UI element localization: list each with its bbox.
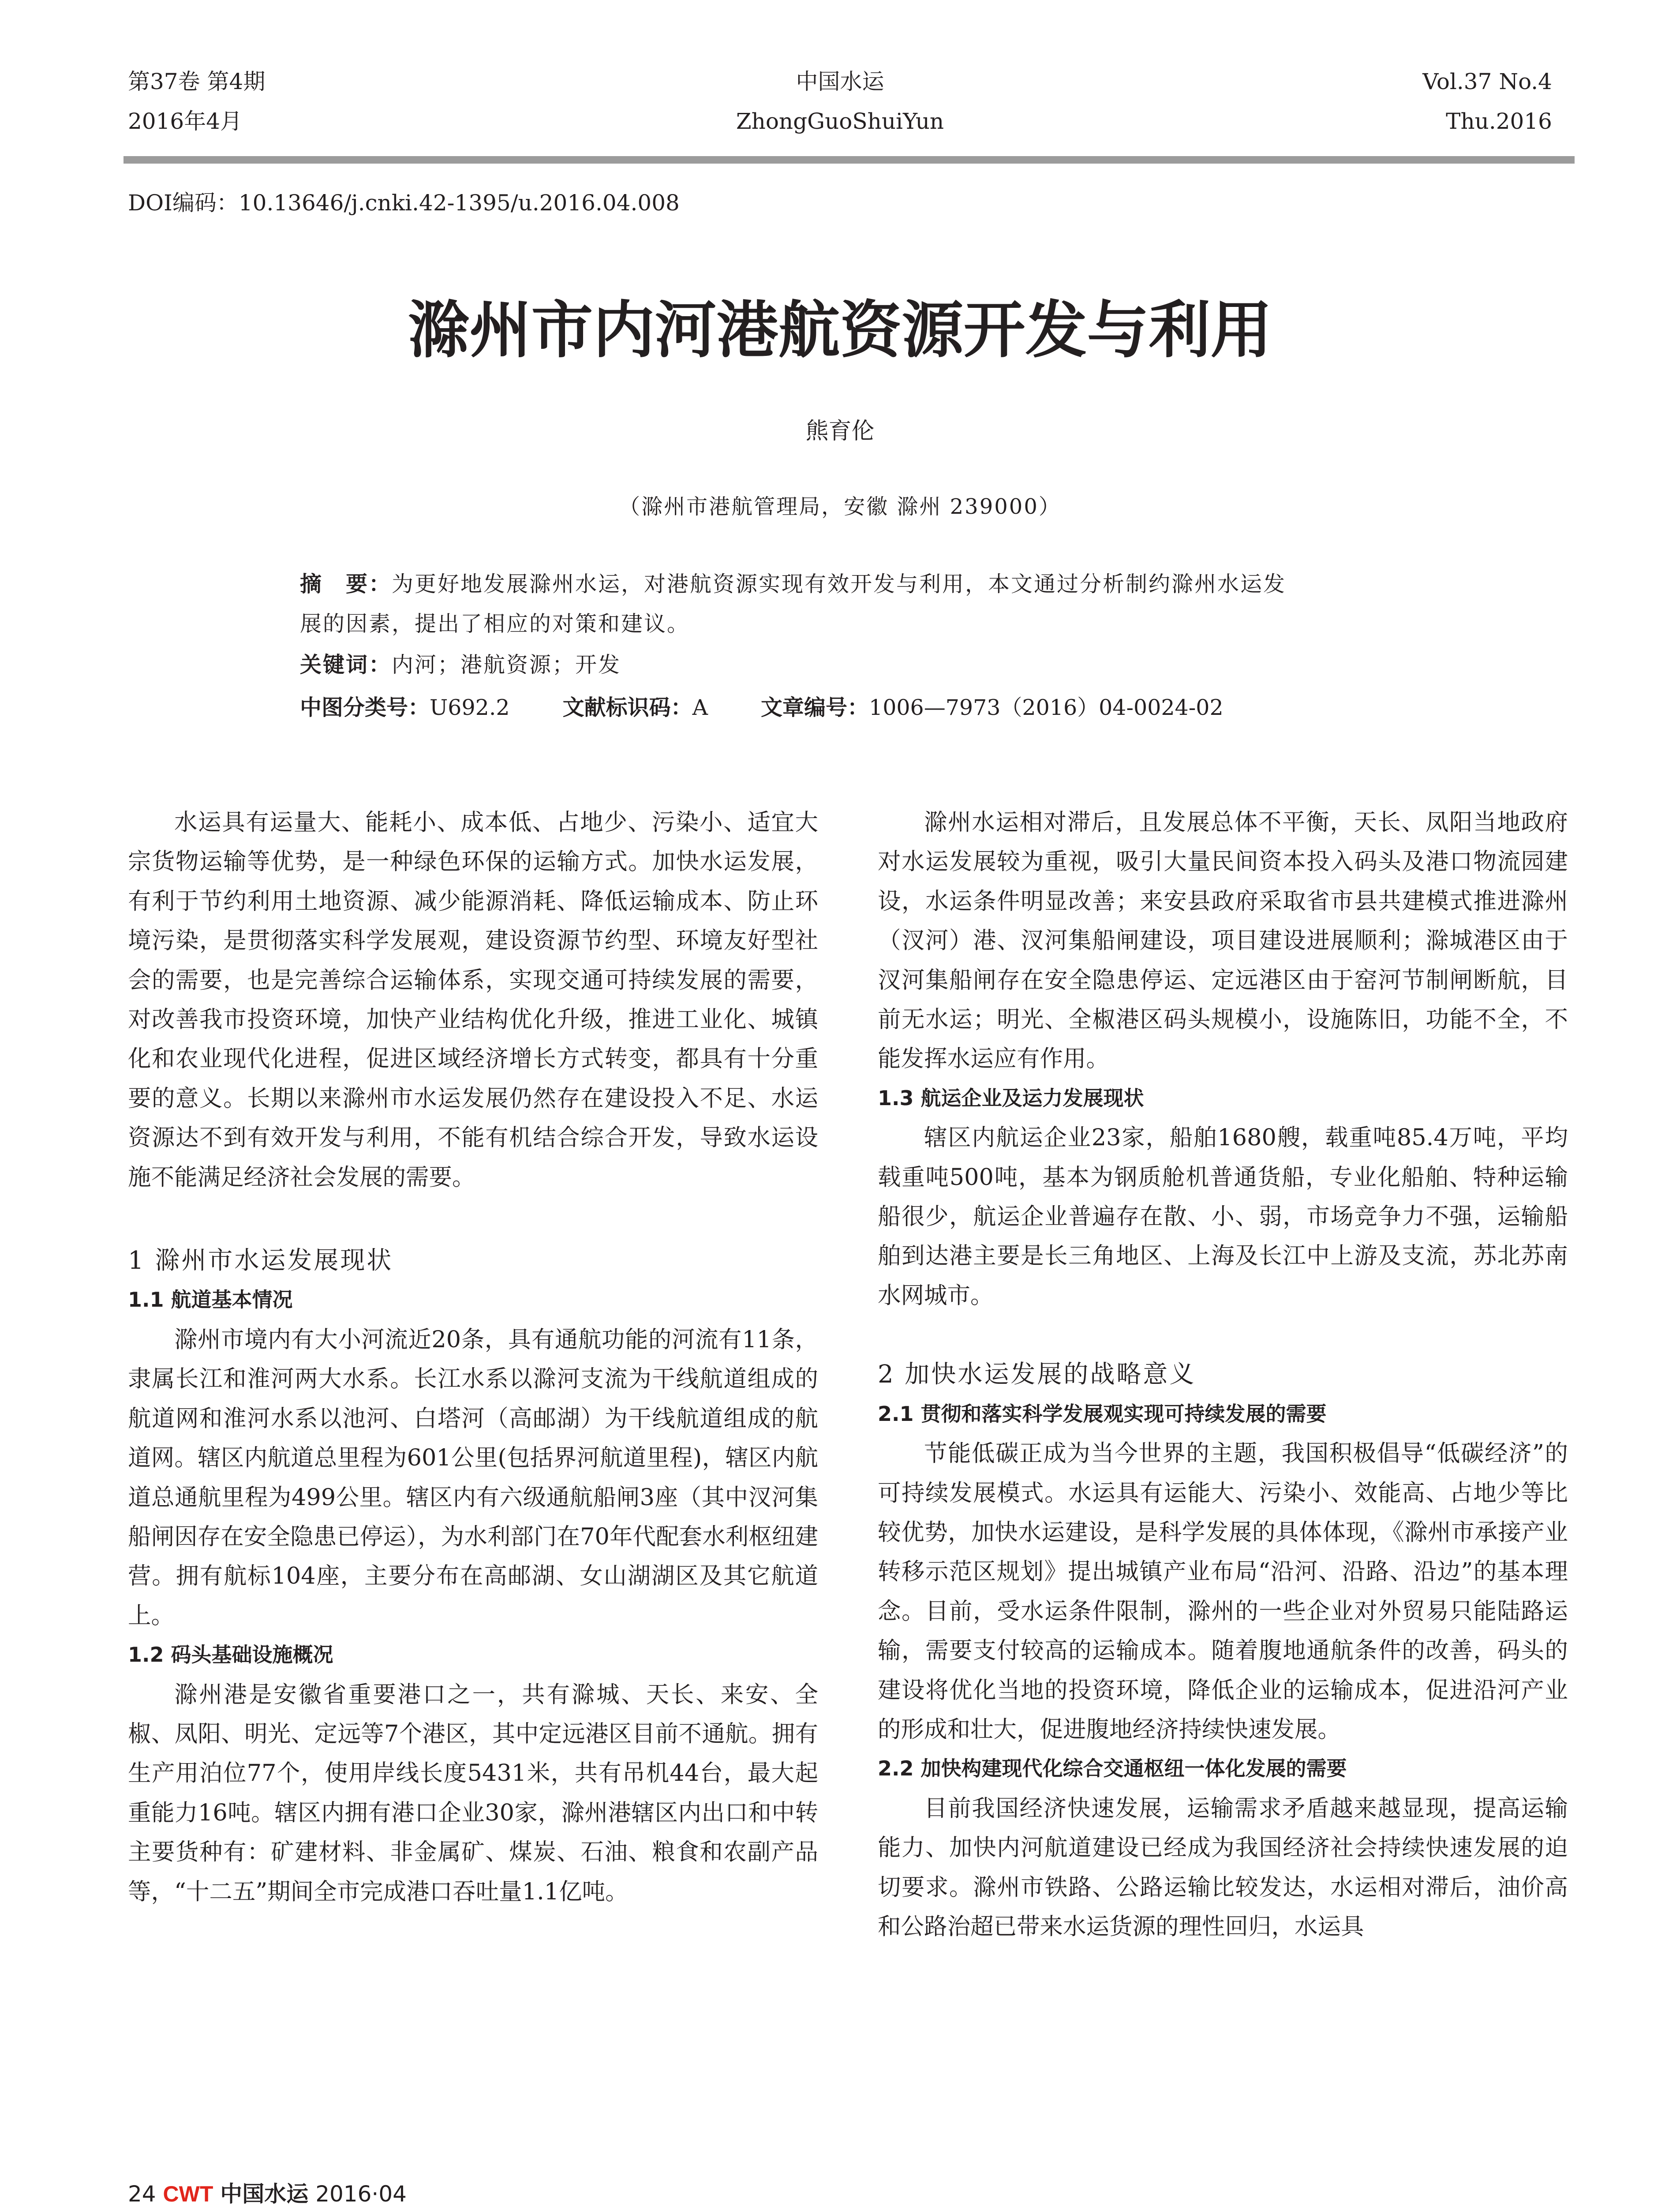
- author: 熊育伦: [805, 418, 875, 445]
- header-rule: [123, 156, 1575, 164]
- classification: [300, 690, 1224, 725]
- affiliation: （滁州市港航管理局，安徽 滁州 239000）: [619, 494, 1061, 519]
- doi: DOI编码：10.13646/j.cnki.42-1395/u.2016.04.008: [128, 190, 680, 216]
- page-footer: [128, 2176, 407, 2205]
- subsection-1-3-heading: 1.3 航运企业及运力发展现状: [878, 1086, 1144, 1110]
- subsection-1-2-heading: 1.2 码头基础设施概况: [128, 1643, 333, 1667]
- doc-code-label: 文献标识码：: [562, 695, 692, 720]
- body-column-right: [878, 803, 1568, 1946]
- header-volume: 第37卷 第4期: [128, 69, 266, 94]
- intro-paragraph: 水运具有运量大、能耗小、成本低、占地少、污染小、适宜大宗货物运输等优势，是一种绿色环保的运输方式。加快水运发展，有利于节约利用土地资源、减少能源消耗、降低运输成本、防止环境污染，是贯彻落实科学发展观，建设资源节约型、环境友好型社会的需要，也是完善综合运输体系，实现交通可持续发展的需要，对改善我市投资环境，加快产业结构优化升级，推进工业化、城镇化和农业现代化进程，促进区域经济增长方式转变，都具有十分重要的意义。长期以来滁州市水运发展仍然存在建设投入不足、水运资源达不到有效开发与利用，不能有机结合综合开发，导致水运设施不能满足经济社会发展的需要。: [128, 809, 818, 1191]
- keywords-label: 关键词：: [300, 652, 392, 677]
- abstract-line-1: [300, 567, 1286, 602]
- article-title: 滁州市内河港航资源开发与利用: [408, 295, 1272, 366]
- subsection-2-1-heading: 2.1 贯彻和落实科学发展观实现可持续发展的需要: [878, 1401, 1327, 1426]
- clc-value: U692.2: [430, 695, 510, 720]
- cwt-logo: CWT: [163, 2182, 213, 2205]
- doc-code-value: A: [692, 695, 708, 720]
- header-journal-cn: 中国水运: [796, 69, 884, 94]
- section-1-heading: 1 滁州市水运发展现状: [128, 1246, 393, 1275]
- article-no-label: 文章编号：: [761, 695, 869, 720]
- paragraph-1-2-continued: 滁州水运相对滞后，且发展总体不平衡，天长、凤阳当地政府对水运发展较为重视，吸引大量民间资本投入码头及港口物流园建设，水运条件明显改善；来安县政府采取省市县共建模式推进滁州（汊河）港、汊河集船闸建设，项目建设进展顺利；滁城港区由于汊河集船闸存在安全隐患停运、定远港区由于窑河节制闸断航，目前无水运；明光、全椒港区码头规模小，设施陈旧，功能不全，不能发挥水运应有作用。: [878, 809, 1568, 1073]
- clc-label: 中图分类号：: [300, 695, 430, 720]
- section-2-heading: 2 加快水运发展的战略意义: [878, 1360, 1196, 1389]
- article-no-value: 1006—7973（2016）04-0024-02: [869, 695, 1224, 720]
- footer-journal-name: 中国水运: [220, 2181, 309, 2205]
- body-column-left: [128, 803, 818, 1911]
- paragraph-2-1: 节能低碳正成为当今世界的主题，我国积极倡导“低碳经济”的可持续发展模式。水运具有运能大、污染小、效能高、占地少等比较优势，加快水运建设，是科学发展的具体体现，《滁州市承接产业转移示范区规划》提出城镇产业布局“沿河、沿路、沿边”的基本理念。目前，受水运条件限制，滁州的一些企业对外贸易只能陆路运输，需要支付较高的运输成本。随着腹地通航条件的改善，码头的建设将优化当地的投资环境，降低企业的运输成本，促进沿河产业的形成和壮大，促进腹地经济持续快速发展。: [878, 1440, 1568, 1743]
- abstract-line-2: 展的因素，提出了相应的对策和建议。: [300, 611, 690, 636]
- subsection-2-2-heading: 2.2 加快构建现代化综合交通枢纽一体化发展的需要: [878, 1757, 1347, 1781]
- header-vol-en: Vol.37 No.4: [1422, 69, 1552, 94]
- header-date-en: Thu.2016: [1446, 108, 1552, 134]
- keywords-text: 内河；港航资源；开发: [392, 652, 621, 677]
- paragraph-1-1: 滁州市境内有大小河流近20条，具有通航功能的河流有11条，隶属长江和淮河两大水系。长江水系以滁河支流为干线航道组成的航道网和淮河水系以池河、白塔河（高邮湖）为干线航道组成的航道网。辖区内航道总里程为601公里(包括界河航道里程)，辖区内航道总通航里程为499公里。辖区内有六级通航船闸3座（其中汊河集船闸因存在安全隐患已停运），为水利部门在70年代配套水利枢纽建营。拥有航标104座，主要分布在高邮湖、女山湖湖区及其它航道上。: [128, 1326, 818, 1629]
- header-right: [1422, 62, 1552, 141]
- page-number: 24: [128, 2181, 156, 2205]
- paragraph-2-2: 目前我国经济快速发展，运输需求矛盾越来越显现，提高运输能力、加快内河航道建设已经成为我国经济社会持续快速发展的迫切要求。滁州市铁路、公路运输比较发达，水运相对滞后，油价高和公路治超已带来水运货源的理性回归，水运具: [878, 1794, 1568, 1940]
- paragraph-1-2: 滁州港是安徽省重要港口之一，共有滁城、天长、来安、全椒、凤阳、明光、定远等7个港区，其中定远港区目前不通航。拥有生产用泊位77个，使用岸线长度5431米，共有吊机44台，最大起重能力16吨。辖区内拥有港口企业30家，滁州港辖区内出口和中转主要货种有：矿建材料、非金属矿、煤炭、石油、粮食和农副产品等，“十二五”期间全市完成港口吞吐量1.1亿吨。: [128, 1681, 818, 1905]
- abstract-text-1: 为更好地发展滁州水运，对港航资源实现有效开发与利用，本文通过分析制约滁州水运发: [392, 572, 1287, 597]
- subsection-1-1-heading: 1.1 航道基本情况: [128, 1288, 293, 1312]
- header-journal-pinyin: ZhongGuoShuiYun: [736, 108, 944, 134]
- paragraph-1-3: 辖区内航运企业23家，船舶1680艘，载重吨85.4万吨，平均载重吨500吨，基本为钢质舱机普通货船，专业化船舶、特种运输船很少，航运企业普遍存在散、小、弱，市场竞争力不强，运输船舶到达港主要是长三角地区、上海及长江中上游及支流，苏北苏南水网城市。: [878, 1124, 1568, 1309]
- abstract-label: 摘 要：: [300, 572, 392, 597]
- keywords: [300, 647, 621, 683]
- header-date: 2016年4月: [128, 108, 243, 134]
- footer-issue: 2016·04: [315, 2181, 407, 2205]
